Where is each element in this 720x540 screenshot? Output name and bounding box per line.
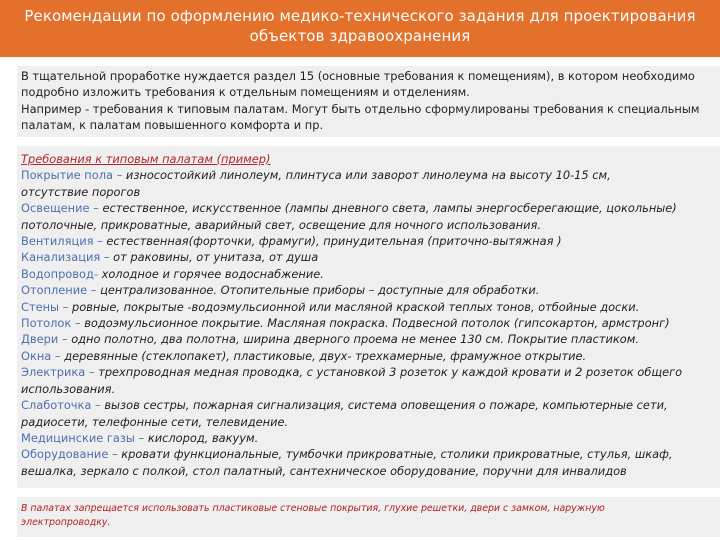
requirement-description: водоэмульсионное покрытие. Масляная покраска. Подвесной потолок (гипсокартон, армстронг) — [84, 316, 670, 331]
requirement-line — [21, 463, 720, 479]
requirement-term: Оборудование – — [21, 447, 122, 462]
requirement-description: естественное, искусственное (лампы дневного света, лампы энергосберегающие, цокольные) — [102, 201, 677, 216]
requirement-line — [21, 233, 720, 249]
requirement-line — [21, 282, 720, 298]
requirement-term: Отопление – — [21, 283, 101, 298]
requirement-line — [21, 364, 720, 380]
requirement-description: естественная(форточки, фрамуги), принудительная (приточно-вытяжная ) — [106, 234, 562, 249]
requirement-description: вызов сестры, пожарная сигнализация, система оповещения о пожаре, компьютерные сети, — [104, 398, 668, 413]
requirement-line — [21, 299, 720, 315]
requirement-term: Двери – — [21, 332, 72, 347]
requirements-list — [21, 167, 720, 479]
warning-note-line-2: электропроводку. — [21, 517, 111, 528]
requirement-term: Электрика – — [21, 365, 99, 380]
requirement-term: Вентиляция – — [21, 234, 107, 249]
requirement-line — [21, 315, 720, 331]
requirements-heading: Требования к типовым палатам (пример) — [21, 152, 271, 166]
intro-line: Например - требования к типовым палатам. Могут быть отдельно сформулированы требования к специальным — [21, 101, 700, 116]
requirement-line — [21, 414, 720, 430]
requirement-line — [21, 217, 720, 233]
slide-title-line-2: объектов здравоохранения — [249, 27, 471, 45]
requirement-description: вешалка, зеркало с полкой, стол палатный, сантехническое оборудование, поручни для инвалидов — [21, 463, 627, 478]
requirement-line — [21, 249, 720, 265]
requirement-description: радиосети, телефонные сети, телевидение. — [21, 414, 289, 429]
requirement-term: Водопровод- — [21, 266, 102, 281]
requirement-line — [21, 348, 720, 364]
requirement-term: Освещение – — [21, 201, 103, 216]
warning-note — [17, 497, 720, 537]
intro-line: палатам, к палатам повышенного комфорта и пр. — [21, 118, 324, 133]
requirement-description: использования. — [21, 381, 116, 396]
requirement-term: Медицинские газы – — [21, 430, 148, 445]
requirement-term: Покрытие пола – — [21, 168, 126, 183]
requirement-line — [21, 397, 720, 413]
requirement-description: потолочные, прикроватные, аварийный свет, освещение для ночного использования. — [21, 217, 541, 232]
slide-title — [0, 0, 720, 57]
requirement-description: кислород, вакуум. — [147, 430, 259, 445]
requirement-description: от раковины, от унитаза, от душа — [113, 250, 319, 265]
requirement-term: Стены – — [21, 299, 72, 314]
requirement-description: трехпроводная медная проводка, с установкой 3 розеток у каждой кровати и 2 розеток общего — [98, 365, 683, 380]
requirement-line — [21, 167, 720, 183]
requirement-line — [21, 184, 720, 200]
requirement-line — [21, 266, 720, 282]
slide-title-line-1: Рекомендации по оформлению медико-технического задания для проектирования — [24, 7, 696, 25]
requirement-description: централизованное. Отопительные приборы – доступные для обработки. — [100, 283, 540, 298]
requirement-description: ровные, покрытые -водоэмульсионной или масляной краской теплых тонов, отбойные доски. — [71, 299, 640, 314]
requirement-term: Потолок – — [21, 316, 85, 331]
requirement-description: деревянные (стеклопакет), пластиковые, двух- трехкамерные, фрамужное открытие. — [64, 348, 587, 363]
intro-panel — [17, 66, 720, 137]
intro-line: В тщательной проработке нуждается раздел 15 (основные требования к помещениям), в котором необходимо — [21, 69, 695, 83]
requirement-line — [21, 381, 720, 397]
requirement-description: холодное и горячее водоснабжение. — [101, 266, 324, 281]
requirement-term: Канализация – — [21, 250, 114, 265]
requirement-description: отсутствие порогов — [21, 184, 141, 199]
requirements-panel — [17, 146, 720, 488]
requirement-term: Окна – — [21, 348, 65, 363]
requirement-description: кровати функциональные, тумбочки прикроватные, столики прикроватные, стулья, шкаф, — [121, 447, 673, 462]
requirement-description: износостойкий линолеум, плинтуса или заворот линолеума на высоту 10-15 см, — [125, 168, 611, 183]
warning-note-line-1: В палатах запрещается использовать пластиковые стеновые покрытия, глухие решетки, двери с замком, наружную — [21, 503, 605, 514]
requirement-description: одно полотно, два полотна, ширина дверного проема не менее 130 см. Покрытие пластиком. — [71, 332, 639, 347]
requirement-term: Слаботочка – — [21, 398, 105, 413]
requirement-line — [21, 331, 720, 347]
intro-line: подробно изложить требования к отдельным помещениям и отделениям. — [21, 85, 470, 100]
requirement-line — [21, 446, 720, 462]
requirement-line — [21, 430, 720, 446]
requirement-line — [21, 200, 720, 216]
